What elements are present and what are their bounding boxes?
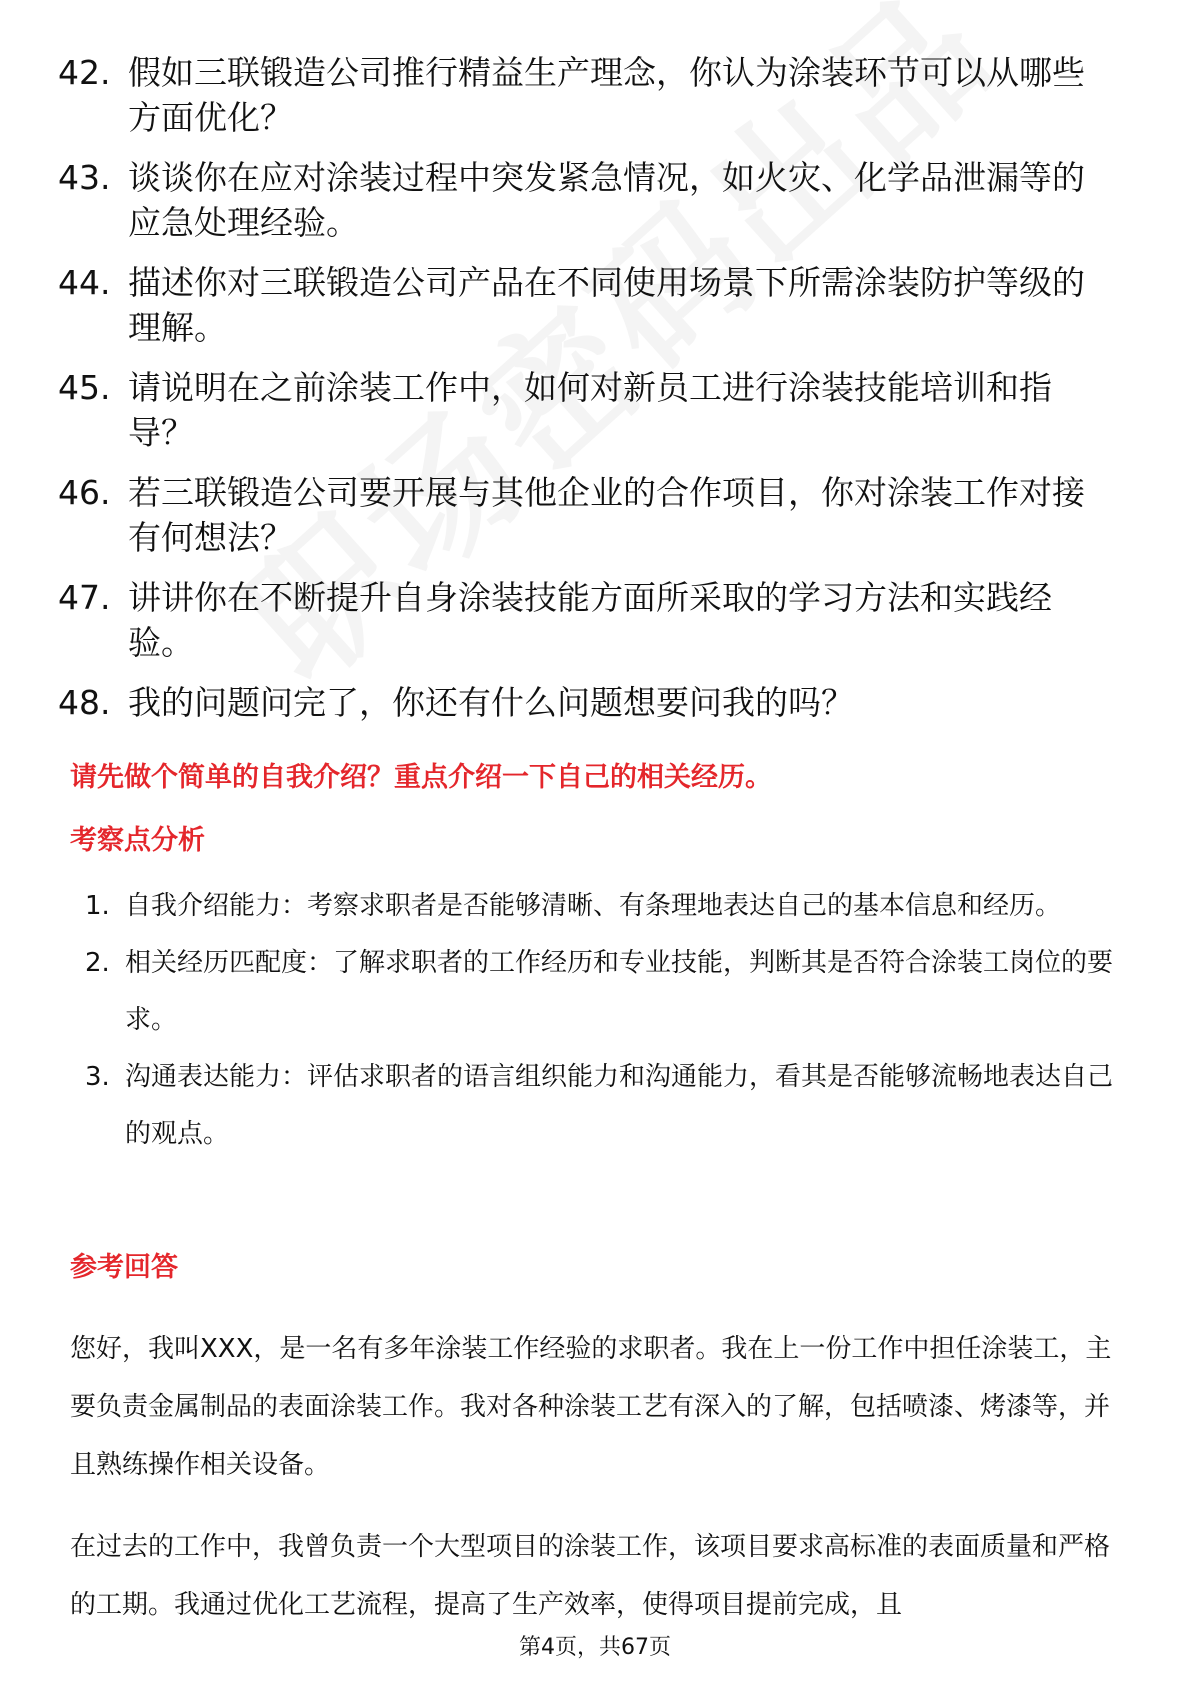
point-text: 自我介绍能力：考察求职者是否能够清晰、有条理地表达自己的基本信息和经历。 bbox=[125, 891, 1062, 921]
question-number: 44. bbox=[58, 263, 111, 302]
answer-paragraph: 在过去的工作中，我曾负责一个大型项目的涂装工作，该项目要求高标准的表面质量和严格的工期。我通过优化工艺流程，提高了生产效率，使得项目提前完成，且 bbox=[70, 1532, 1111, 1620]
point-number: 1. bbox=[85, 891, 110, 921]
section-title: 请先做个简单的自我介绍？重点介绍一下自己的相关经历。 bbox=[70, 762, 772, 793]
question-number: 47. bbox=[58, 578, 111, 617]
question-text: 讲讲你在不断提升自身涂装技能方面所采取的学习方法和实践经验。 bbox=[128, 578, 1052, 662]
question-text: 若三联锻造公司要开展与其他企业的合作项目，你对涂装工作对接有何想法？ bbox=[128, 473, 1085, 557]
question-text: 请说明在之前涂装工作中，如何对新员工进行涂装技能培训和指导？ bbox=[128, 368, 1052, 452]
analysis-point bbox=[85, 1049, 1125, 1163]
question-text: 假如三联锻造公司推行精益生产理念，你认为涂装环节可以从哪些方面优化？ bbox=[128, 53, 1085, 137]
question-number: 46. bbox=[58, 473, 111, 512]
point-number: 3. bbox=[85, 1062, 110, 1092]
analysis-point bbox=[85, 878, 1125, 935]
question-item bbox=[58, 680, 1138, 725]
question-item bbox=[58, 50, 1138, 140]
answer-paragraph: 您好，我叫XXX，是一名有多年涂装工作经验的求职者。我在上一份工作中担任涂装工，主要负责金属制品的表面涂装工作。我对各种涂装工艺有深入的了解，包括喷漆、烤漆等，并且熟练操作相关设备。 bbox=[70, 1334, 1112, 1480]
point-text: 沟通表达能力：评估求职者的语言组织能力和沟通能力，看其是否能够流畅地表达自己的观点。 bbox=[125, 1062, 1114, 1149]
question-number: 48. bbox=[58, 683, 111, 722]
analysis-point-list bbox=[85, 878, 1125, 1163]
question-number: 42. bbox=[58, 53, 111, 92]
question-number: 43. bbox=[58, 158, 111, 197]
point-text: 相关经历匹配度：了解求职者的工作经历和专业技能，判断其是否符合涂装工岗位的要求。 bbox=[125, 948, 1114, 1035]
question-text: 我的问题问完了，你还有什么问题想要问我的吗？ bbox=[128, 683, 854, 722]
question-list bbox=[58, 50, 1138, 740]
question-item bbox=[58, 260, 1138, 350]
question-text: 描述你对三联锻造公司产品在不同使用场景下所需涂装防护等级的理解。 bbox=[128, 263, 1085, 347]
question-item bbox=[58, 365, 1138, 455]
question-item bbox=[58, 155, 1138, 245]
page-number: 第4页，共67页 bbox=[519, 1635, 671, 1660]
point-number: 2. bbox=[85, 948, 110, 978]
analysis-heading: 考察点分析 bbox=[70, 825, 205, 856]
question-text: 谈谈你在应对涂装过程中突发紧急情况，如火灾、化学品泄漏等的应急处理经验。 bbox=[128, 158, 1085, 242]
question-number: 45. bbox=[58, 368, 111, 407]
analysis-point bbox=[85, 935, 1125, 1049]
answer-heading: 参考回答 bbox=[70, 1252, 178, 1283]
question-item bbox=[58, 575, 1138, 665]
question-item bbox=[58, 470, 1138, 560]
